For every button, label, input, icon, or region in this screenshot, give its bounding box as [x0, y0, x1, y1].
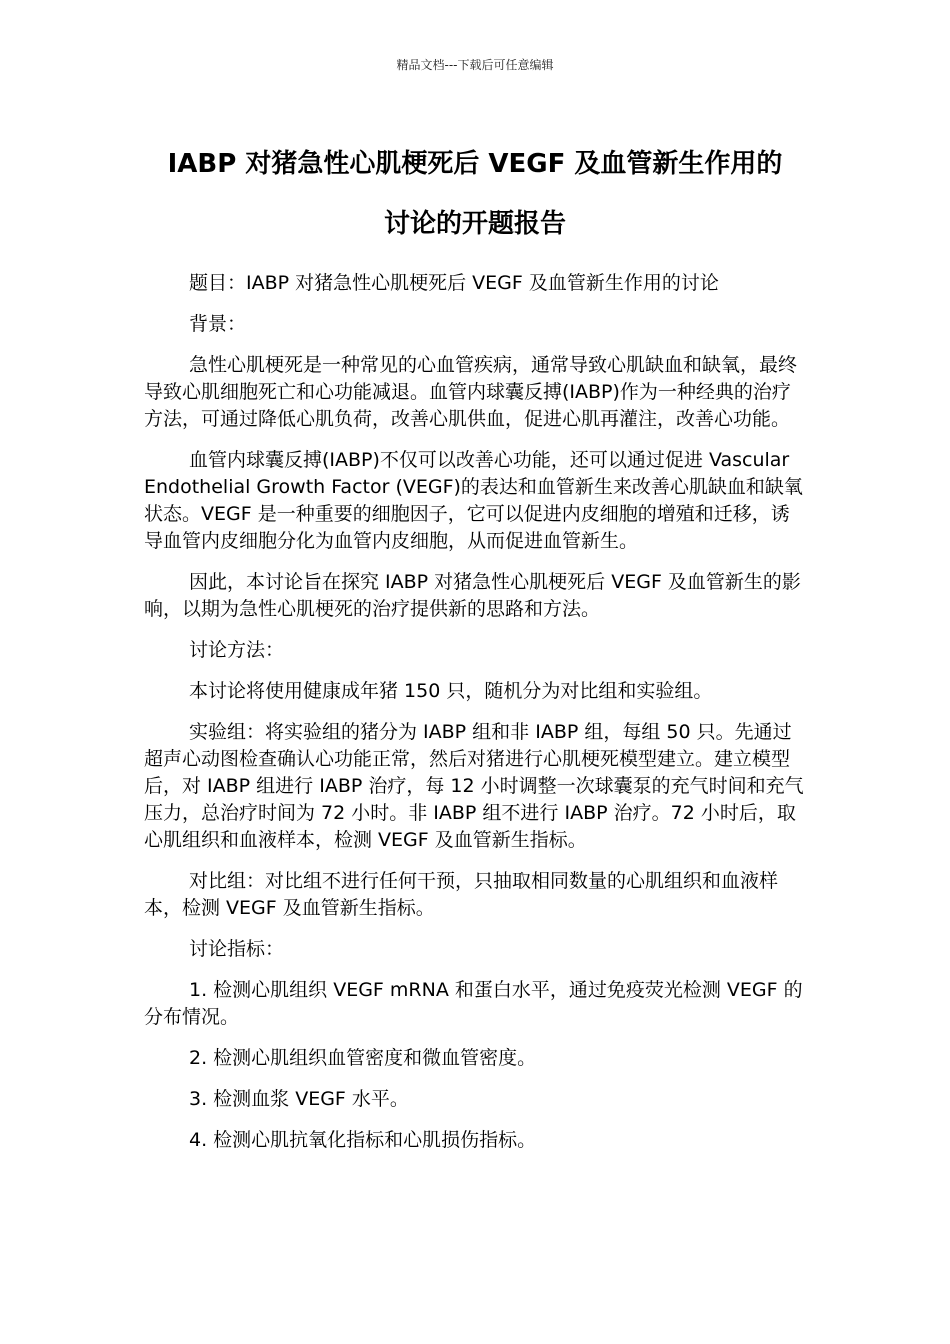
topic-paragraph: 题目：IABP 对猪急性心肌梗死后 VEGF 及血管新生作用的讨论 — [189, 272, 719, 294]
control-group-paragraph: 对比组：对比组不进行任何干预，只抽取相同数量的心肌组织和血液样本，检测 VEGF 及血管新生指标。 — [144, 870, 779, 919]
document-title — [120, 134, 830, 254]
page-header-note: 精品文档---下载后可任意编辑 — [396, 58, 554, 72]
indicator-item-4: 4. 检测心肌抗氧化指标和心肌损伤指标。 — [189, 1129, 537, 1151]
background-paragraph-2: 血管内球囊反搏(IABP)不仅可以改善心功能，还可以通过促进 Vascular Endothelial Growth Factor (VEGF)的表达和血管新生来改善心肌缺血和缺氧状态。VEGF 是一种重要的细胞因子，它可以促进内皮细胞的增殖和迁移，诱导血管内皮细胞分化为血管内皮细胞，从而促进血管新生。 — [144, 449, 803, 552]
document-title-line-2: 讨论的开题报告 — [383, 209, 566, 239]
indicator-item-3: 3. 检测血浆 VEGF 水平。 — [189, 1088, 409, 1110]
indicator-item-2: 2. 检测心肌组织血管密度和微血管密度。 — [189, 1047, 537, 1069]
indicator-item-1: 1. 检测心肌组织 VEGF mRNA 和蛋白水平，通过免疫荧光检测 VEGF 的分布情况。 — [144, 979, 803, 1028]
methods-paragraph-1: 本讨论将使用健康成年猪 150 只，随机分为对比组和实验组。 — [189, 680, 713, 702]
methods-heading: 讨论方法： — [189, 639, 285, 661]
experimental-group-paragraph: 实验组：将实验组的猪分为 IABP 组和非 IABP 组，每组 50 只。先通过超声心动图检查确认心功能正常，然后对猪进行心肌梗死模型建立。建立模型后，对 IABP 组进行 IABP 治疗，每 12 小时调整一次球囊泵的充气时间和充气压力，总治疗时间为 72 小时。非 IABP 组不进行 IABP 治疗。72 小时后，取心肌组织和血液样本，检测 VEGF 及血管新生指标。 — [144, 721, 804, 851]
document-title-line-1: IABP 对猪急性心肌梗死后 VEGF 及血管新生作用的 — [167, 149, 783, 179]
background-paragraph-1: 急性心肌梗死是一种常见的心血管疾病，通常导致心肌缺血和缺氧，最终导致心肌细胞死亡和心功能减退。血管内球囊反搏(IABP)作为一种经典的治疗方法，可通过降低心肌负荷，改善心肌供血，促进心肌再灌注，改善心功能。 — [144, 354, 798, 430]
indicators-heading: 讨论指标： — [189, 938, 285, 960]
background-paragraph-3: 因此，本讨论旨在探究 IABP 对猪急性心肌梗死后 VEGF 及血管新生的影响，以期为急性心肌梗死的治疗提供新的思路和方法。 — [144, 571, 801, 620]
document-body — [144, 270, 808, 1168]
background-heading: 背景： — [189, 313, 247, 335]
